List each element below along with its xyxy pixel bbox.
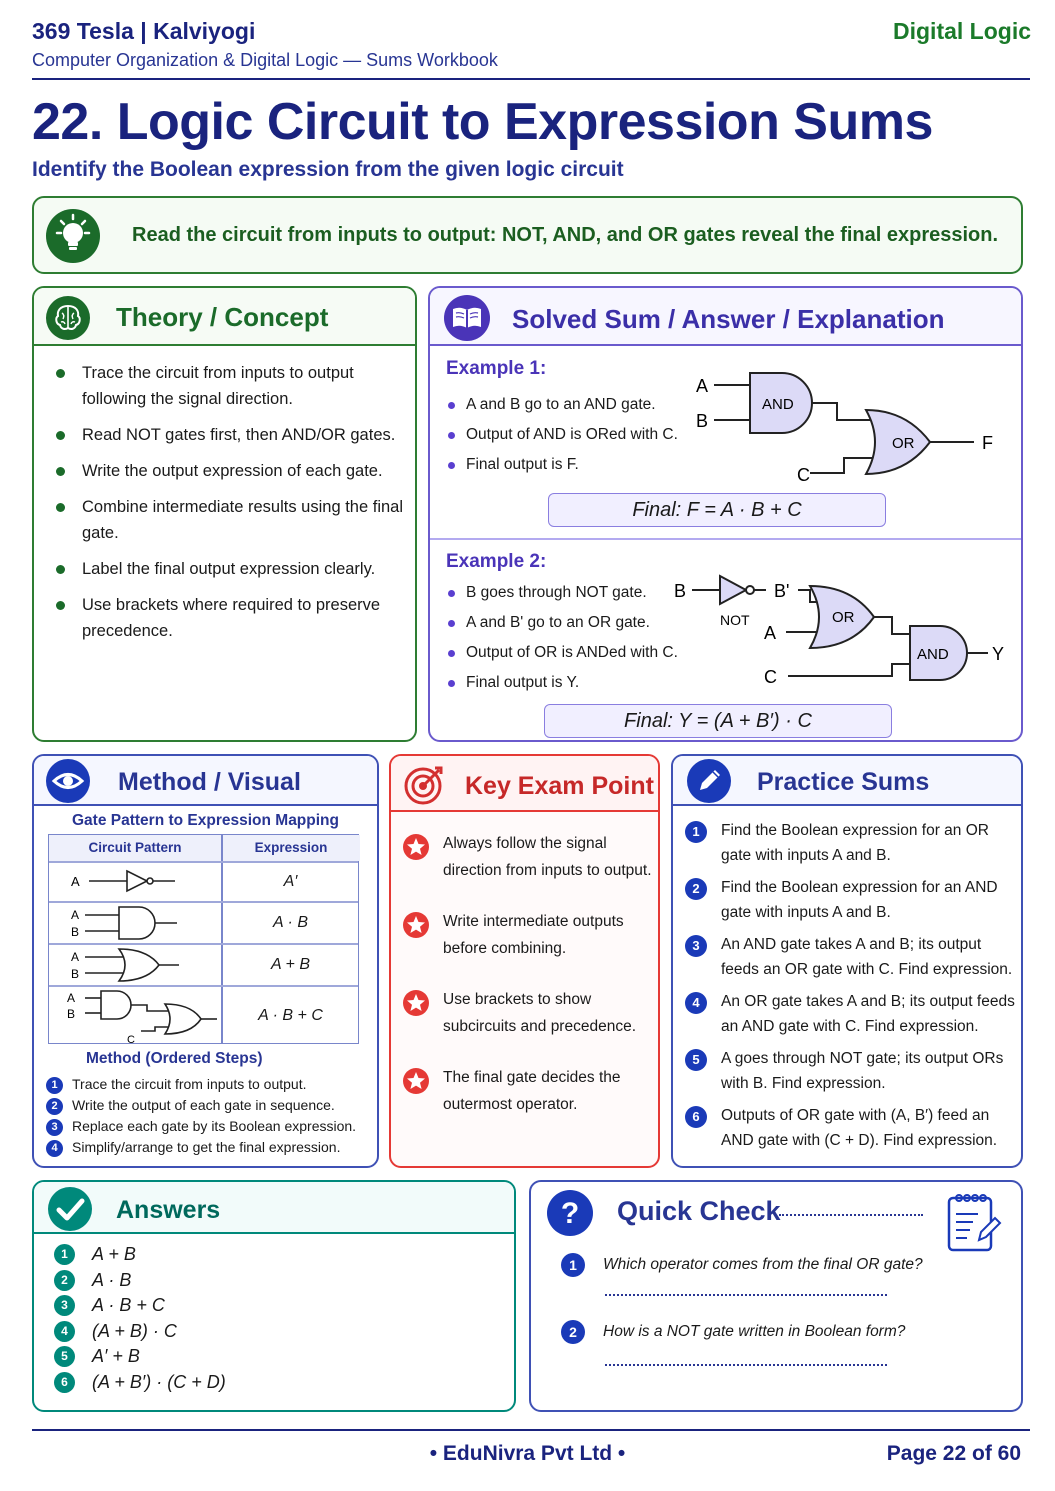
list-item (46, 1074, 356, 1095)
list-item: A and B go to an AND gate. (446, 390, 678, 420)
method-header (34, 756, 377, 806)
eye-icon (46, 759, 90, 803)
page-number: Page 22 of 60 (886, 1442, 1021, 1465)
example1-input-c: C (797, 465, 810, 485)
practice-number-badge: 2 (685, 878, 707, 900)
method-steps (46, 1074, 356, 1158)
topic-label: Digital Logic (893, 18, 1031, 44)
step-text: Write the output of each gate in sequence. (72, 1097, 335, 1113)
question-text: How is a NOT gate written in Boolean form? (603, 1323, 906, 1340)
list-item: Label the final output expression clearly. (52, 556, 407, 582)
list-item (54, 1268, 226, 1294)
answer-text: (A + B) · C (92, 1320, 177, 1341)
list-item: Write the output expression of each gate. (52, 458, 407, 484)
answer-line[interactable] (605, 1364, 887, 1366)
header-divider (32, 78, 1030, 80)
example1-points (446, 390, 678, 480)
answers-header (34, 1182, 514, 1234)
example2-not-label: NOT (720, 612, 750, 628)
expr-cell: A · B (273, 914, 308, 931)
quick-check-title: Quick Check (617, 1196, 781, 1226)
method-title: Method / Visual (118, 768, 301, 796)
practice-text: Find the Boolean expression for an OR gate with inputs A and B. (721, 822, 989, 864)
list-item (685, 875, 1017, 925)
column-header-expression: Expression (222, 835, 360, 861)
answer-number-badge: 1 (54, 1244, 75, 1265)
list-item: Output of AND is ORed with C. (446, 420, 678, 450)
answer-text: A · B + C (92, 1295, 165, 1316)
pattern-input-label: A (71, 908, 80, 922)
example1-title: Example 1: (446, 358, 547, 379)
answer-number-badge: 6 (54, 1372, 75, 1393)
star-icon (403, 990, 429, 1016)
practice-header (673, 756, 1021, 806)
step-number-badge: 4 (46, 1140, 63, 1157)
practice-list (685, 818, 1017, 1160)
practice-number-badge: 6 (685, 1106, 707, 1128)
brand-title: 369 Tesla | Kalviyogi (32, 18, 256, 44)
example2-b-prime: B' (774, 581, 790, 601)
tip-text: Read the circuit from inputs to output: NOT, AND, and OR gates reveal the final expression. (132, 224, 999, 246)
list-item (46, 1095, 356, 1116)
practice-text: An OR gate takes A and B; its output feeds an AND gate with C. Find expression. (721, 993, 1015, 1035)
example1-or-label: OR (892, 435, 915, 452)
practice-panel (671, 754, 1023, 1168)
example1-and-label: AND (762, 396, 794, 413)
pattern-input-label: C (127, 1034, 135, 1045)
example2-or-label: OR (832, 609, 855, 626)
key-exam-list (403, 830, 655, 1142)
list-item (403, 1064, 655, 1118)
practice-number-badge: 1 (685, 821, 707, 843)
answers-title: Answers (116, 1196, 221, 1224)
step-number-badge: 1 (46, 1077, 63, 1094)
answer-number-badge: 4 (54, 1321, 75, 1342)
example2-input-b: B (674, 581, 687, 601)
page-subtitle: Identify the Boolean expression from the given logic circuit (32, 158, 624, 181)
example2-title: Example 2: (446, 551, 547, 572)
list-item: Final output is Y. (446, 668, 678, 698)
list-item: Combine intermediate results using the final gate. (52, 494, 407, 546)
step-number-badge: 3 (46, 1119, 63, 1136)
practice-number-badge: 3 (685, 935, 707, 957)
example2-final: Final: Y = (A + B′) · C (544, 704, 892, 738)
pattern-input-label: A (71, 874, 80, 889)
key-point-text: The final gate decides the outermost operator. (443, 1069, 621, 1113)
list-item (403, 908, 655, 962)
list-item: Trace the circuit from inputs to output following the signal direction. (52, 360, 407, 412)
practice-text: A goes through NOT gate; its output ORs with B. Find expression. (721, 1050, 1004, 1092)
gate-patterns (49, 861, 221, 1045)
practice-text: Outputs of OR gate with (A, B′) feed an AND gate with (C + D). Find expression. (721, 1107, 998, 1149)
list-item: Output of OR is ANDed with C. (446, 638, 678, 668)
list-item (685, 989, 1017, 1039)
example-divider (430, 538, 1021, 540)
answer-text: (A + B′) · (C + D) (92, 1371, 226, 1392)
list-item (54, 1319, 226, 1345)
list-item (46, 1137, 356, 1158)
step-text: Trace the circuit from inputs to output. (72, 1076, 307, 1092)
pattern-input-label: A (67, 991, 76, 1005)
list-item: Final output is F. (446, 450, 678, 480)
method-panel (32, 754, 379, 1168)
solved-title: Solved Sum / Answer / Explanation (512, 304, 945, 334)
expr-cell: A · B + C (258, 1007, 323, 1024)
tip-banner (32, 196, 1023, 274)
question-text: Which operator comes from the final OR gate? (603, 1256, 923, 1273)
list-item (403, 986, 655, 1040)
practice-text: Find the Boolean expression for an AND gate with inputs A and B. (721, 879, 998, 921)
pattern-input-label: B (67, 1007, 76, 1021)
theory-header (34, 288, 415, 346)
list-item (54, 1370, 226, 1396)
practice-number-badge: 4 (685, 992, 707, 1014)
list-item: B goes through NOT gate. (446, 578, 678, 608)
example1-circuit (692, 368, 1012, 493)
list-item: Read NOT gates first, then AND/OR gates. (52, 422, 407, 448)
footer-divider (32, 1429, 1030, 1431)
footer-company: • EduNivra Pvt Ltd • (429, 1442, 626, 1465)
list-item: A and B' go to an OR gate. (446, 608, 678, 638)
step-text: Replace each gate by its Boolean expression. (72, 1118, 357, 1134)
clipboard-icon (943, 1190, 1003, 1259)
mapping-title: Gate Pattern to Expression Mapping (72, 812, 339, 829)
example2-input-a: A (764, 623, 777, 643)
list-item (685, 1046, 1017, 1096)
answer-text: A + B (92, 1244, 136, 1264)
pencil-icon (687, 759, 731, 803)
practice-number-badge: 5 (685, 1049, 707, 1071)
expr-cell: A′ (283, 873, 298, 890)
question-number-badge: 1 (561, 1253, 585, 1277)
answer-number-badge: 2 (54, 1270, 75, 1291)
list-item (54, 1293, 226, 1319)
example1-input-a: A (696, 376, 709, 396)
pattern-input-label: B (71, 925, 80, 939)
star-icon (403, 912, 429, 938)
book-icon (444, 295, 490, 341)
page-title: 22. Logic Circuit to Expression Sums (32, 93, 933, 151)
example2-circuit (670, 568, 1015, 698)
star-icon (403, 834, 429, 860)
check-icon (48, 1187, 92, 1231)
column-header-pattern: Circuit Pattern (49, 835, 221, 861)
example2-output-y: Y (992, 644, 1005, 664)
answer-number-badge: 3 (54, 1295, 75, 1316)
expr-cell: A + B (271, 956, 310, 973)
list-item: Use brackets where required to preserve precedence. (52, 592, 407, 644)
example2-input-c: C (764, 667, 777, 687)
example1-output-f: F (982, 433, 993, 453)
example2-and-label: AND (917, 646, 949, 663)
answers-panel (32, 1180, 516, 1412)
key-exam-header (391, 756, 658, 812)
title-dotted-line (779, 1214, 923, 1216)
answer-text: A · B (92, 1269, 132, 1290)
answer-number-badge: 5 (54, 1346, 75, 1367)
quick-check-item (561, 1256, 923, 1274)
solved-panel (428, 286, 1023, 742)
quick-check-item (561, 1323, 905, 1341)
practice-text: An AND gate takes A and B; its output feeds an OR gate with C. Find expression. (721, 936, 1013, 978)
steps-title: Method (Ordered Steps) (86, 1050, 263, 1067)
key-exam-panel (389, 754, 660, 1168)
practice-title: Practice Sums (757, 768, 930, 796)
example1-final: Final: F = A · B + C (548, 493, 886, 527)
step-number-badge: 2 (46, 1098, 63, 1115)
brain-icon (46, 296, 90, 340)
theory-panel (32, 286, 417, 742)
workbook-subtitle: Computer Organization & Digital Logic — Sums Workbook (32, 50, 498, 70)
answer-line[interactable] (605, 1294, 887, 1296)
key-point-text: Always follow the signal direction from inputs to output. (443, 835, 652, 879)
star-icon (403, 1068, 429, 1094)
pattern-input-label: B (71, 967, 80, 981)
question-number-badge: 2 (561, 1320, 585, 1344)
answers-list (54, 1242, 226, 1396)
example1-input-b: B (696, 411, 709, 431)
question-icon (547, 1190, 593, 1236)
target-icon (403, 764, 445, 806)
list-item (685, 1103, 1017, 1153)
gate-mapping-table (48, 834, 359, 1044)
key-exam-title: Key Exam Point (465, 772, 654, 800)
answer-text: A′ + B (92, 1346, 140, 1367)
theory-list (52, 360, 407, 654)
list-item (46, 1116, 356, 1137)
solved-header (430, 288, 1021, 346)
quick-check-panel (529, 1180, 1023, 1412)
list-item (54, 1344, 226, 1370)
svg-text:?: ? (560, 1197, 580, 1230)
list-item (403, 830, 655, 884)
key-point-text: Use brackets to show subcircuits and precedence. (443, 991, 637, 1035)
theory-title: Theory / Concept (116, 302, 329, 332)
example2-points (446, 578, 678, 698)
pattern-input-label: A (71, 950, 80, 964)
list-item (685, 932, 1017, 982)
lightbulb-icon (46, 209, 100, 263)
list-item (685, 818, 1017, 868)
list-item (54, 1242, 226, 1268)
key-point-text: Write intermediate outputs before combining. (443, 913, 624, 957)
step-text: Simplify/arrange to get the final expression. (72, 1139, 341, 1155)
